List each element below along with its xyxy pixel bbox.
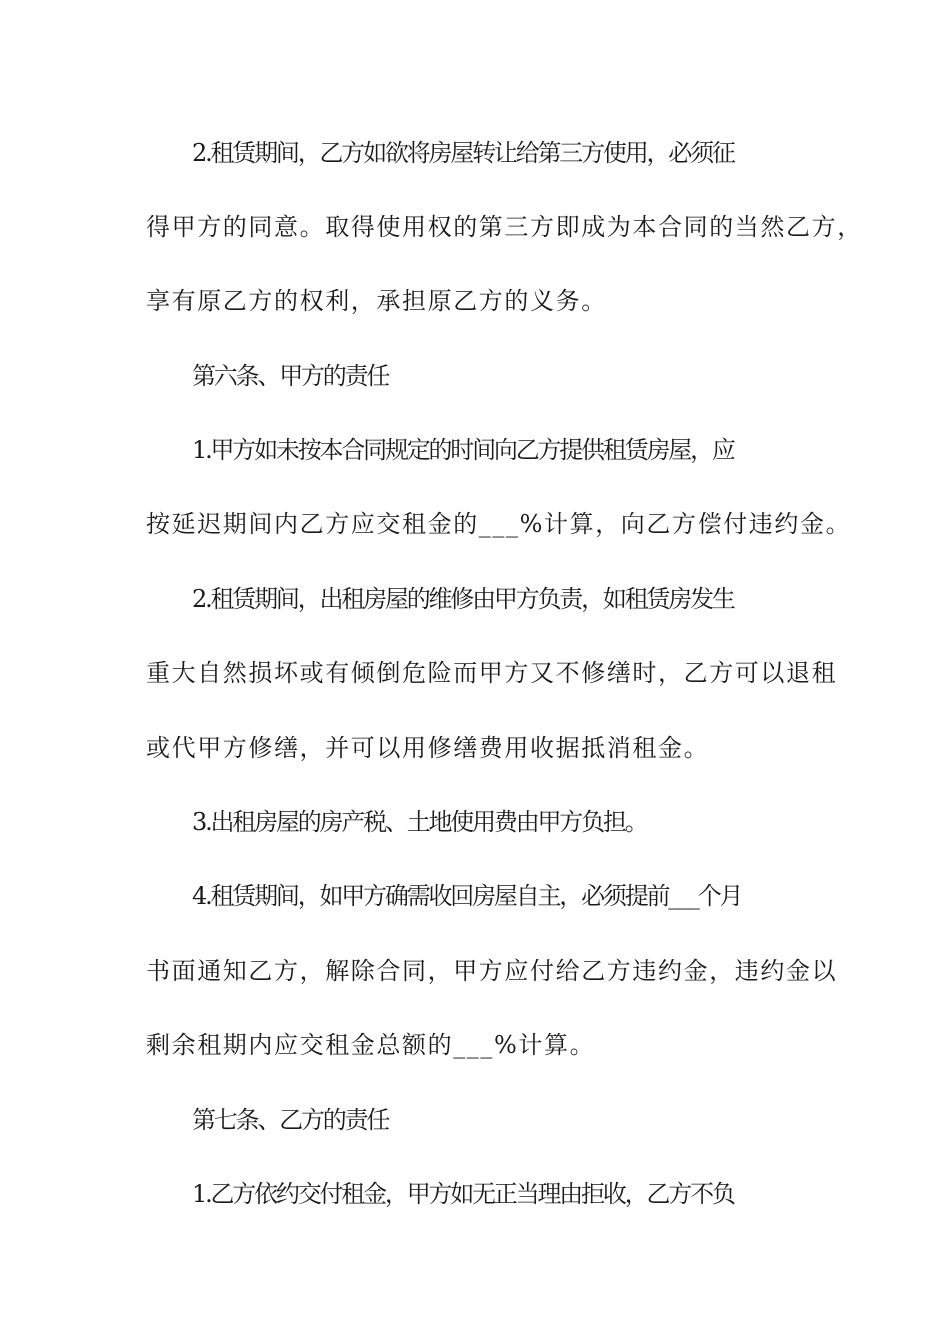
article-7-heading: 第七条、乙方的责任 [192, 1106, 389, 1134]
clause-6-2-line-1: 2.租赁期间，出租房屋的维修由甲方负责，如租赁房发生 [192, 585, 734, 613]
clause-7-1-line-1: 1.乙方依约交付租金，甲方如无正当理由拒收，乙方不负 [192, 1180, 734, 1208]
clause-6-2-line-3: 或代甲方修缮，并可以用修缮费用收据抵消租金。 [146, 734, 710, 762]
clause-6-4-line-3: 剩余租期内应交租金总额的___%计算。 [146, 1031, 596, 1059]
clause-6-4-line-2: 书面通知乙方，解除合同，甲方应付给乙方违约金，违约金以 [146, 957, 838, 985]
clause-6-1-line-2: 按延迟期间内乙方应交租金的___%计算，向乙方偿付违约金。 [146, 510, 852, 538]
clause-6-1-line-1: 1.甲方如未按本合同规定的时间向乙方提供租赁房屋，应 [192, 436, 734, 464]
clause-5-2-line-3: 享有原乙方的权利，承担原乙方的义务。 [146, 287, 607, 315]
clause-5-2-line-2: 得甲方的同意。取得使用权的第三方即成为本合同的当然乙方， [146, 213, 863, 241]
clause-5-2-line-1: 2.租赁期间，乙方如欲将房屋转让给第三方使用，必须征 [192, 139, 734, 167]
clause-6-4-line-1: 4.租赁期间，如甲方确需收回房屋自主，必须提前___个月 [192, 882, 742, 910]
clause-6-2-line-2: 重大自然损坏或有倾倒危险而甲方又不修缮时，乙方可以退租 [146, 659, 838, 687]
article-6-heading: 第六条、甲方的责任 [192, 362, 389, 390]
clause-6-3-line-1: 3.出租房屋的房产税、土地使用费由甲方负担。 [192, 808, 647, 836]
